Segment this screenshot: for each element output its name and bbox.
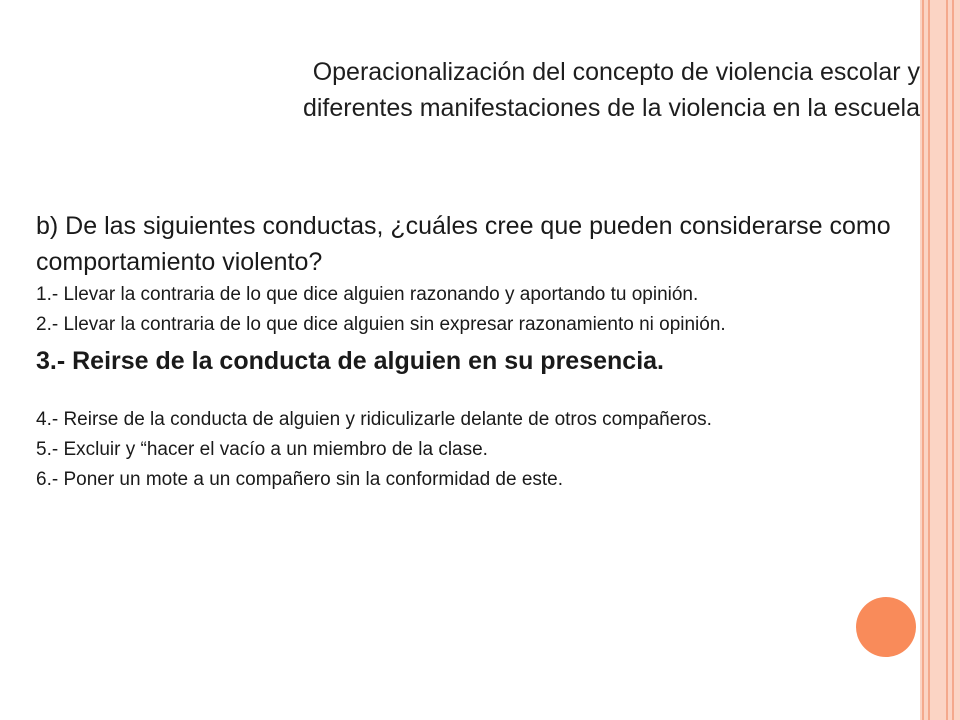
decorative-orange-circle xyxy=(856,597,916,657)
right-decorative-band xyxy=(920,0,960,720)
decorative-stripe-line xyxy=(922,0,924,720)
title-line-1: Operacionalización del concepto de violencia escolar y xyxy=(312,58,920,86)
decorative-stripe-line xyxy=(928,0,930,720)
list-item-highlighted: 3.- Reirse de la conducta de alguien en su presencia. xyxy=(36,347,664,375)
list-item: 5.- Excluir y “hacer el vacío a un miembro de la clase. xyxy=(36,439,488,460)
question-text: b) De las siguientes conductas, ¿cuáles cree que pueden considerarse como comportamiento violento? xyxy=(36,212,891,276)
list-item: 6.- Poner un mote a un compañero sin la conformidad de este. xyxy=(36,469,564,490)
decorative-stripe-line xyxy=(946,0,948,720)
list-item: 4.- Reirse de la conducta de alguien y ridiculizarle delante de otros compañeros. xyxy=(36,409,712,430)
slide-body xyxy=(36,208,906,495)
list-item: 2.- Llevar la contraria de lo que dice alguien sin expresar razonamiento ni opinión. xyxy=(36,314,726,335)
decorative-stripe-line xyxy=(952,0,954,720)
slide-title xyxy=(120,54,920,126)
title-line-2: diferentes manifestaciones de la violencia en la escuela xyxy=(302,94,920,122)
list-item: 1.- Llevar la contraria de lo que dice alguien razonando y aportando tu opinión. xyxy=(36,284,699,305)
